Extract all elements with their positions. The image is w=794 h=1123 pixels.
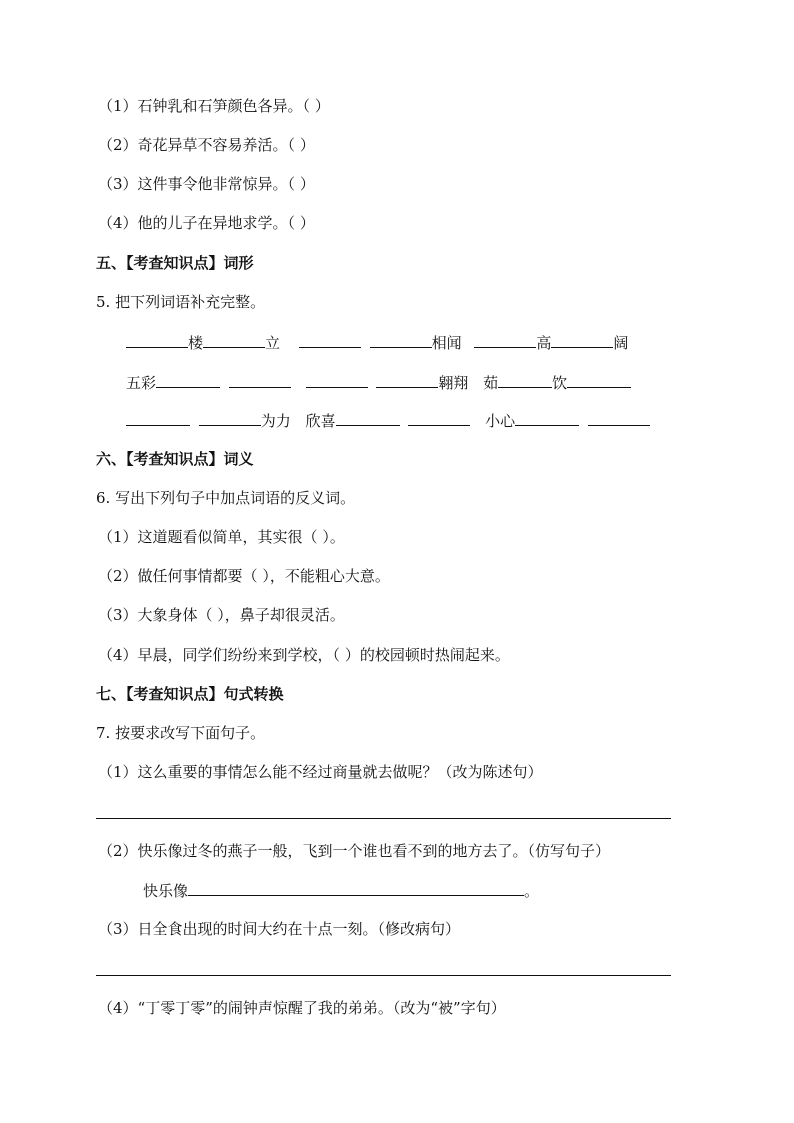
sec4-q4: （4）他的儿子在异地求学。（ ）: [98, 214, 315, 232]
blank[interactable]: [370, 332, 432, 348]
word-fragment: 楼: [188, 334, 204, 352]
blank[interactable]: [588, 410, 650, 426]
blank[interactable]: [306, 372, 368, 388]
word-fragment: 翱翔: [438, 374, 469, 392]
blank[interactable]: [336, 410, 400, 426]
sec7-q3: （3）日全食出现的时间大约在十点一刻。（修改病句）: [98, 920, 461, 938]
sec5-row2: [126, 372, 631, 393]
word-fragment: 茹: [483, 374, 499, 392]
word-fragment: 相闻: [431, 334, 462, 352]
blank[interactable]: [126, 410, 190, 426]
sec5-heading: 五、【考查知识点】词形: [96, 254, 254, 272]
blank[interactable]: [515, 410, 579, 426]
word-fragment: 高: [536, 334, 552, 352]
imitation-suffix: 。: [524, 882, 540, 900]
word-fragment: 饮: [552, 374, 568, 392]
imitation-prefix: 快乐像: [143, 882, 189, 900]
word-fragment: 欣喜: [305, 412, 336, 430]
blank[interactable]: [299, 332, 361, 348]
word-fragment: 立: [265, 334, 281, 352]
blank[interactable]: [126, 332, 188, 348]
word-fragment: 五彩: [126, 374, 157, 392]
blank[interactable]: [567, 372, 631, 388]
sec7-q2-imitation: [143, 880, 539, 901]
blank[interactable]: [156, 372, 220, 388]
blank[interactable]: [551, 332, 613, 348]
blank[interactable]: [376, 372, 438, 388]
answer-line[interactable]: [96, 975, 671, 976]
blank[interactable]: [203, 332, 265, 348]
sec7-q1: （1）这么重要的事情怎么能不经过商量就去做呢？（改为陈述句）: [98, 763, 543, 781]
sec4-q2: （2）奇花异草不容易养活。（ ）: [98, 136, 315, 154]
sec7-q2: （2）快乐像过冬的燕子一般，飞到一个谁也看不到的地方去了。（仿写句子）: [98, 842, 611, 860]
word-fragment: 小心: [485, 412, 516, 430]
sec5-row3: [126, 410, 650, 431]
blank[interactable]: [498, 372, 552, 388]
sec6-q3: （3）大象身体（ ），鼻子却很灵活。: [98, 606, 345, 624]
word-fragment: 阔: [613, 334, 629, 352]
blank[interactable]: [474, 332, 536, 348]
sec7-heading: 七、【考查知识点】句式转换: [96, 685, 284, 703]
sec7-question: 7. 按要求改写下面句子。: [96, 724, 266, 742]
sec4-q3: （3）这件事令他非常惊异。（ ）: [98, 175, 315, 193]
word-fragment: 为力: [260, 412, 291, 430]
sec6-heading: 六、【考查知识点】词义: [96, 450, 254, 468]
sec6-q2: （2）做任何事情都要（ ），不能粗心大意。: [98, 567, 390, 585]
sec7-q4: （4）“丁零丁零”的闹钟声惊醒了我的弟弟。（改为“被”字句）: [98, 999, 506, 1017]
sec5-row1: [126, 332, 628, 353]
blank[interactable]: [188, 880, 524, 896]
sec4-q1: （1）石钟乳和石笋颜色各异。（ ）: [98, 97, 330, 115]
blank[interactable]: [199, 410, 261, 426]
blank[interactable]: [408, 410, 470, 426]
sec6-q1: （1）这道题看似简单，其实很（ ）。: [98, 528, 345, 546]
sec5-question: 5. 把下列词语补充完整。: [96, 293, 266, 311]
sec6-q4: （4）早晨，同学们纷纷来到学校，（ ）的校园顿时热闹起来。: [98, 646, 510, 664]
answer-line[interactable]: [96, 818, 671, 819]
blank[interactable]: [229, 372, 291, 388]
sec6-question: 6. 写出下列句子中加点词语的反义词。: [96, 489, 356, 507]
